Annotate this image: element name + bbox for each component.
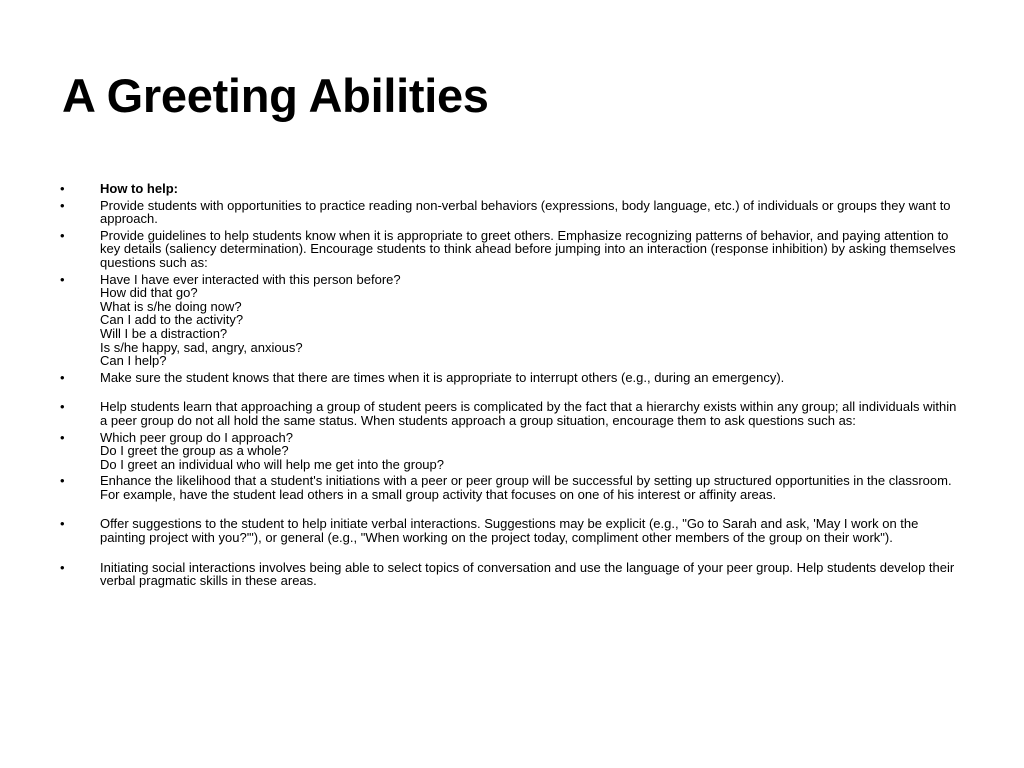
bullet-item [58, 199, 966, 226]
bullet-text: Enhance the likelihood that a student's initiations with a peer or peer group will be successful by setting up structured opportunities in the classroom. For example, have the student lead others in a small group activity that focuses on one of his interest or affinity areas. [100, 473, 952, 502]
bullet-dot-icon: • [60, 227, 65, 243]
bullet-item [58, 229, 966, 270]
bullet-text-questions: Have I have ever interacted with this person before? How did that go? What is s/he doing now? Can I add to the activity? Will I be a distraction? Is s/he happy, sad, angry, anxious? Can I help? [100, 271, 401, 369]
bullet-item [58, 182, 966, 196]
bullet-item [58, 400, 966, 427]
bullet-text-questions: Which peer group do I approach? Do I greet the group as a whole? Do I greet an individual who will help me get into the group? [100, 429, 444, 472]
bullet-dot-icon: • [60, 559, 65, 575]
bullet-dot-icon: • [60, 429, 65, 445]
bullet-dot-icon: • [60, 181, 65, 196]
bullet-text-how-to-help: How to help: [100, 181, 178, 196]
bullet-text: Offer suggestions to the student to help initiate verbal interactions. Suggestions may be explicit (e.g., "Go to Sarah and ask, 'May I work on the painting project with you?'"), or general (e.g., "When working on the project today, compliment other members of the group on their work"). [100, 516, 919, 546]
slide-title: A Greeting Abilities [62, 69, 489, 122]
bullet-text: Make sure the student knows that there are times when it is appropriate to interrupt others (e.g., during an emergency). [100, 369, 785, 385]
bullet-item [58, 561, 966, 588]
bullet-item [58, 431, 966, 472]
bullet-list [58, 182, 966, 591]
bullet-item [58, 517, 966, 544]
bullet-dot-icon: • [60, 473, 65, 489]
bullet-item [58, 474, 966, 501]
bullet-item [58, 273, 966, 368]
bullet-dot-icon: • [60, 399, 65, 415]
bullet-dot-icon: • [60, 369, 65, 385]
bullet-dot-icon: • [60, 271, 65, 287]
bullet-dot-icon: • [60, 197, 65, 213]
bullet-text: Provide guidelines to help students know when it is appropriate to greet others. Emphasize recognizing patterns of behavior, and paying attention to key details (saliency determination). Encourage students to think ahead before jumping into an interaction (response inhibition) by asking themselves questions such as: [100, 227, 956, 270]
bullet-text: Initiating social interactions involves being able to select topics of conversation and use the language of your peer group. Help students develop their verbal pragmatic skills in these areas. [100, 559, 955, 589]
bullet-item [58, 371, 966, 385]
bullet-text: Provide students with opportunities to practice reading non-verbal behaviors (expressions, body language, etc.) of individuals or groups they want to approach. [100, 197, 951, 227]
bullet-dot-icon: • [60, 516, 65, 532]
bullet-text: Help students learn that approaching a group of student peers is complicated by the fact that a hierarchy exists within any group; all individuals within a peer group do not all hold the same status. When students approach a group situation, encourage them to ask questions such as: [100, 399, 957, 428]
